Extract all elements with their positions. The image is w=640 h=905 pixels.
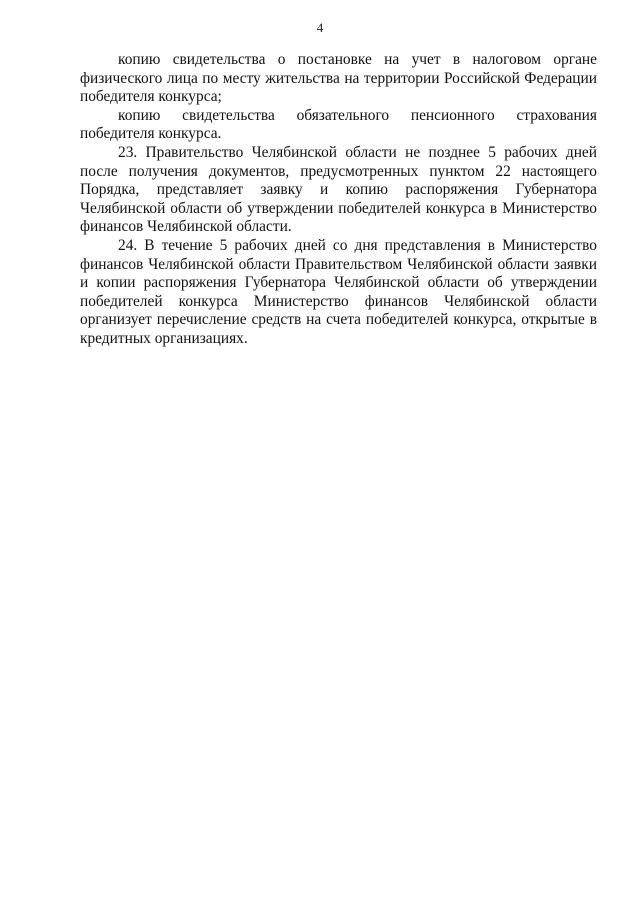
paragraph-pension-insurance: копию свидетельства обязательного пенсионного страхования победителя конкурса. [80,106,597,143]
document-body [80,51,597,349]
paragraph-item-24: 24. В течение 5 рабочих дней со дня представления в Министерство финансов Челябинской области Правительством Челябинской области заявки и копии распоряжения Губернатора Челябинской области об утверждении победителей конкурса Министерство финансов Челябинской области организует перечисление средств на счета победителей конкурса, открытые в кредитных организациях. [80,236,597,347]
paragraph-tax-registration: копию свидетельства о постановке на учет в налоговом органе физического лица по месту жительства на территории Российской Федерации победителя конкурса; [80,51,597,106]
page-number: 4 [316,20,324,35]
paragraph-item-23: 23. Правительство Челябинской области не позднее 5 рабочих дней после получения документов, предусмотренных пунктом 22 настоящего Порядка, представляет заявку и копию распоряжения Губернатора Челябинской области об утверждении победителей конкурса в Министерство финансов Челябинской области. [80,143,597,236]
